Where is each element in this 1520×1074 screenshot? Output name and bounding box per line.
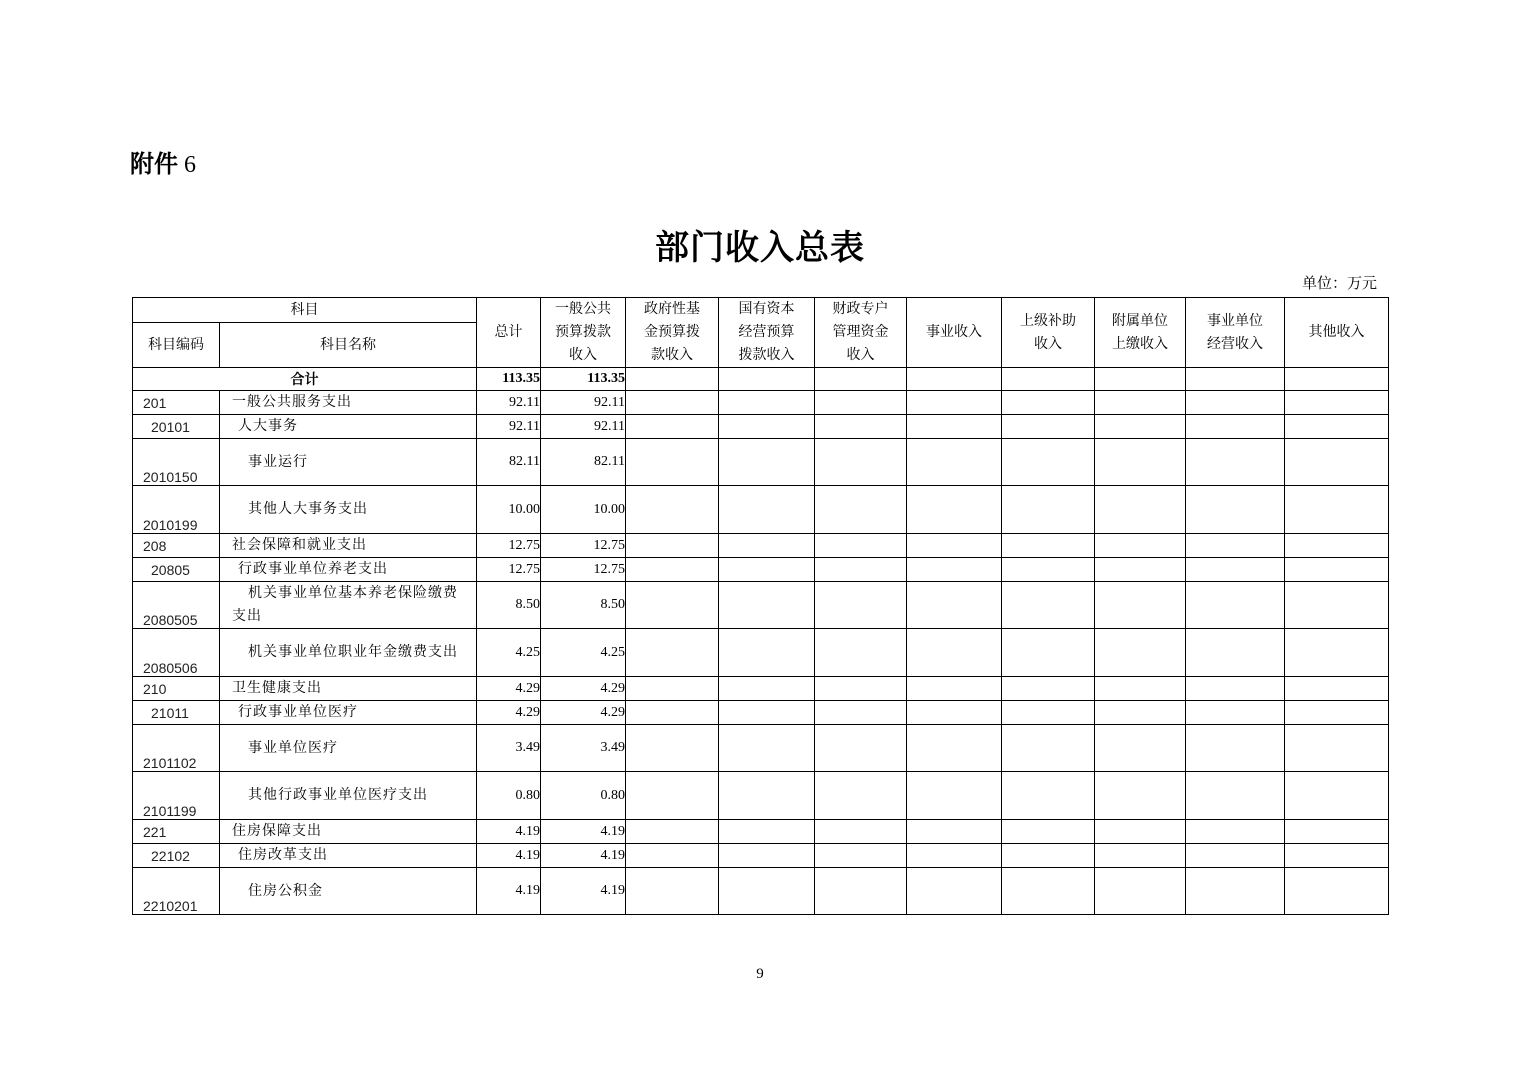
table-row (133, 701, 1389, 725)
row-general: 4.25 (541, 629, 626, 677)
table-row (133, 844, 1389, 868)
row-code: 2010150 (133, 439, 220, 486)
table-row (133, 629, 1389, 677)
row-name: 住房改革支出 (220, 844, 477, 868)
row-code: 21011 (133, 701, 220, 725)
row-general: 12.75 (541, 558, 626, 582)
table-row (133, 439, 1389, 486)
row-name: 社会保障和就业支出 (220, 534, 477, 558)
table-row-total (133, 368, 1389, 391)
row-code: 221 (133, 820, 220, 844)
row-general: 4.19 (541, 844, 626, 868)
table-row (133, 582, 1389, 629)
header-state: 国有资本 经营预算 拨款收入 (719, 298, 815, 368)
unit-label: 单位：万元 (1301, 274, 1377, 292)
header-affiliated: 附属单位 上缴收入 (1095, 298, 1186, 368)
header-subject-code: 科目编码 (133, 323, 220, 368)
row-total: 4.19 (477, 820, 541, 844)
row-name: 住房保障支出 (220, 820, 477, 844)
income-table (132, 297, 1389, 915)
row-code: 20805 (133, 558, 220, 582)
row-name: 行政事业单位养老支出 (220, 558, 477, 582)
table-row (133, 772, 1389, 820)
table-row (133, 725, 1389, 772)
row-code: 201 (133, 391, 220, 415)
row-name: 其他人大事务支出 (220, 486, 477, 534)
header-superior: 上级补助 收入 (1002, 298, 1095, 368)
total-total: 113.35 (477, 368, 541, 391)
row-code: 22102 (133, 844, 220, 868)
table-row (133, 486, 1389, 534)
row-general: 0.80 (541, 772, 626, 820)
row-name: 事业运行 (220, 439, 477, 486)
annex-label: 附件 6 (130, 150, 196, 178)
header-business: 事业收入 (907, 298, 1002, 368)
row-total: 4.29 (477, 701, 541, 725)
row-code: 2010199 (133, 486, 220, 534)
row-total: 0.80 (477, 772, 541, 820)
row-total: 8.50 (477, 582, 541, 629)
header-fund: 政府性基 金预算拨 款收入 (626, 298, 719, 368)
row-general: 4.19 (541, 868, 626, 915)
row-total: 4.25 (477, 629, 541, 677)
row-general: 12.75 (541, 534, 626, 558)
row-total: 10.00 (477, 486, 541, 534)
row-name: 人大事务 (220, 415, 477, 439)
row-code: 20101 (133, 415, 220, 439)
header-subject: 科目 (133, 298, 477, 323)
row-general: 4.29 (541, 677, 626, 701)
row-total: 92.11 (477, 415, 541, 439)
total-general: 113.35 (541, 368, 626, 391)
row-code: 210 (133, 677, 220, 701)
row-name: 一般公共服务支出 (220, 391, 477, 415)
row-general: 92.11 (541, 415, 626, 439)
header-other: 其他收入 (1285, 298, 1389, 368)
header-subject-name: 科目名称 (220, 323, 477, 368)
row-code: 2101102 (133, 725, 220, 772)
page-title: 部门收入总表 (655, 228, 865, 268)
row-general: 10.00 (541, 486, 626, 534)
row-name: 机关事业单位职业年金缴费支出 (220, 629, 477, 677)
row-general: 4.29 (541, 701, 626, 725)
table-row (133, 677, 1389, 701)
table-row (133, 534, 1389, 558)
row-name: 住房公积金 (220, 868, 477, 915)
row-general: 92.11 (541, 391, 626, 415)
row-code: 208 (133, 534, 220, 558)
row-general: 82.11 (541, 439, 626, 486)
row-code: 2080506 (133, 629, 220, 677)
table-row (133, 391, 1389, 415)
header-special: 财政专户 管理资金 收入 (815, 298, 907, 368)
page-number: 9 (756, 966, 764, 982)
row-total: 4.19 (477, 868, 541, 915)
total-label: 合计 (133, 368, 477, 391)
row-general: 8.50 (541, 582, 626, 629)
table-row (133, 868, 1389, 915)
header-general: 一般公共 预算拨款 收入 (541, 298, 626, 368)
row-total: 4.19 (477, 844, 541, 868)
row-name: 卫生健康支出 (220, 677, 477, 701)
table-row (133, 415, 1389, 439)
row-total: 92.11 (477, 391, 541, 415)
row-total: 82.11 (477, 439, 541, 486)
row-total: 12.75 (477, 558, 541, 582)
header-total: 总计 (477, 298, 541, 368)
row-code: 2080505 (133, 582, 220, 629)
row-total: 4.29 (477, 677, 541, 701)
row-total: 12.75 (477, 534, 541, 558)
row-name: 其他行政事业单位医疗支出 (220, 772, 477, 820)
row-name: 机关事业单位基本养老保险缴费支出 (220, 582, 477, 629)
row-total: 3.49 (477, 725, 541, 772)
header-operation: 事业单位 经营收入 (1186, 298, 1285, 368)
row-general: 3.49 (541, 725, 626, 772)
row-general: 4.19 (541, 820, 626, 844)
table-row (133, 820, 1389, 844)
table-row (133, 558, 1389, 582)
row-name: 事业单位医疗 (220, 725, 477, 772)
row-name: 行政事业单位医疗 (220, 701, 477, 725)
row-code: 2101199 (133, 772, 220, 820)
row-code: 2210201 (133, 868, 220, 915)
